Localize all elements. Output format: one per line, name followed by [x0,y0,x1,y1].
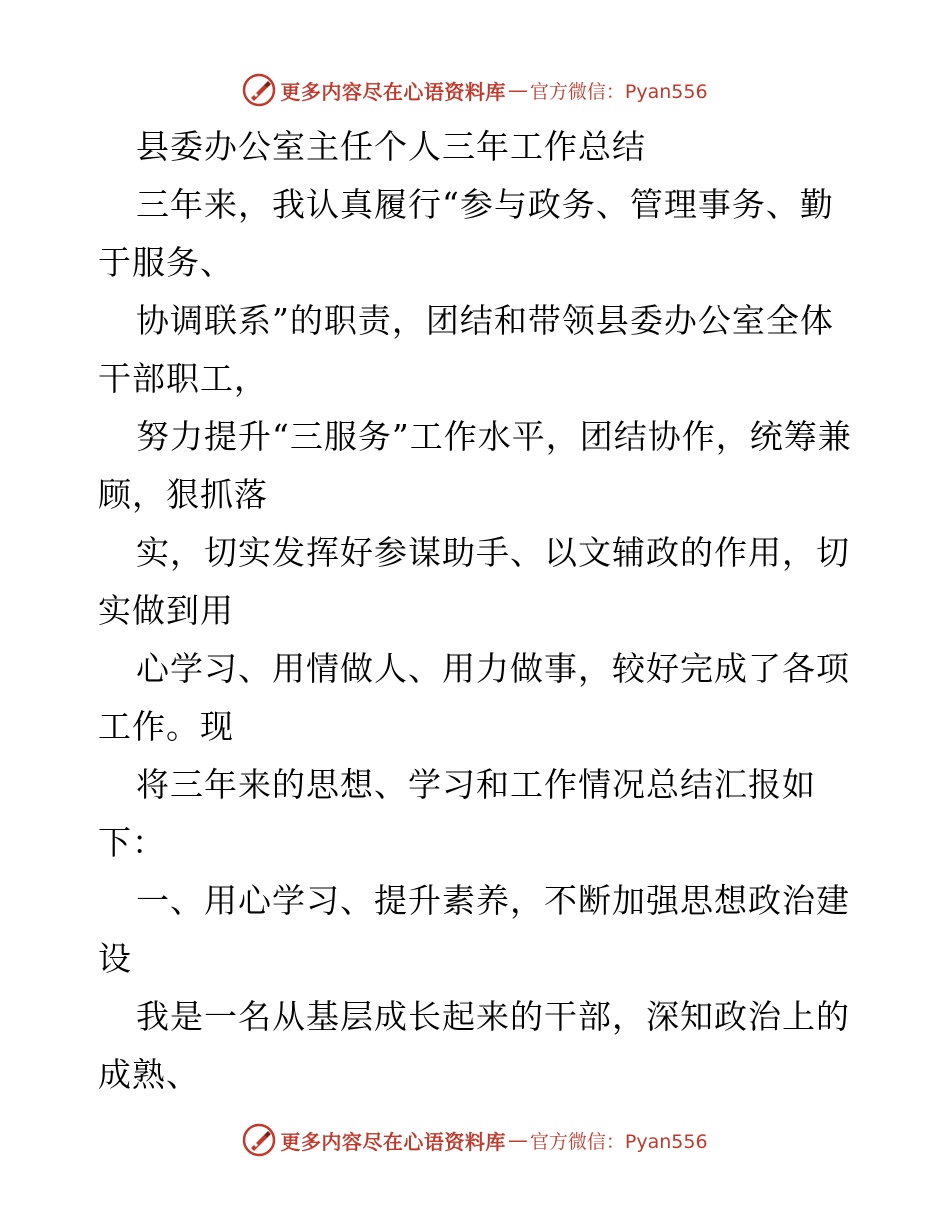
paragraph-line: 三年来，我认真履行“参与政务、管理事务、勤于服务、 [98,185,834,282]
banner-dash: — [507,1128,528,1152]
banner-dash: — [507,78,528,102]
banner-text: 更多内容尽在心语资料库 [280,1129,506,1154]
pen-nib-logo-icon [242,73,276,107]
banner-wechat: 官方微信：Pyan556 [529,1130,708,1153]
section-heading: 一、用心学习、提升素养，不断加强思想政治建设 [98,881,850,978]
paragraph-line: 实，切实发挥好参谋助手、以文辅政的作用，切实做到用 [98,533,850,630]
paragraph-line: 协调联系”的职责，团结和带领县委办公室全体干部职工， [98,301,834,398]
header-banner [0,70,950,110]
paragraph-line: 努力提升“三服务”工作水平，团结协作，统筹兼顾，狠抓落 [98,417,852,514]
footer-banner [0,1120,950,1160]
paragraph-line: 心学习、用情做人、用力做事，较好完成了各项工作。现 [98,649,850,746]
document-title: 县委办公室主任个人三年工作总结 [136,127,646,166]
paragraph-line: 将三年来的思想、学习和工作情况总结汇报如下： [98,765,816,862]
pen-nib-logo-icon [242,1123,276,1157]
paragraph-line: 我是一名从基层成长起来的干部，深知政治上的成熟、 [98,997,850,1094]
document-body [98,118,858,1104]
banner-wechat: 官方微信：Pyan556 [529,80,708,103]
banner-text: 更多内容尽在心语资料库 [280,79,506,104]
